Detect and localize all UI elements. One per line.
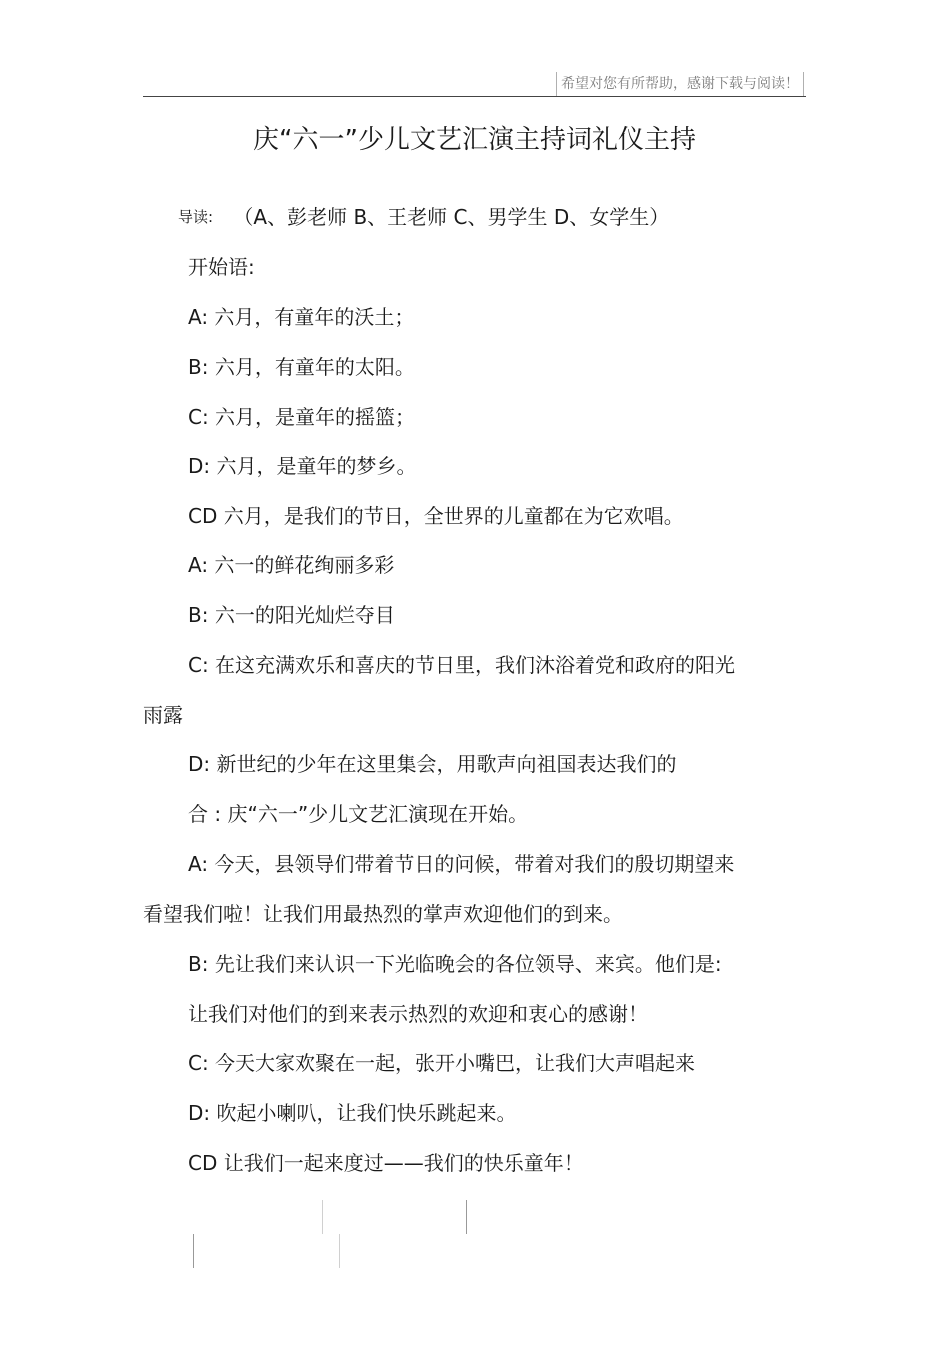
paragraph-line: D: 六月，是童年的梦乡。 (188, 454, 417, 478)
table-border-fragment (193, 1234, 194, 1268)
paragraph-line: CD 让我们一起来度过——我们的快乐童年！ (188, 1151, 584, 1175)
paragraph-line: 让我们对他们的到来表示热烈的欢迎和衷心的感谢！ (188, 1002, 648, 1026)
paragraph-line: D: 吹起小喇叭，让我们快乐跳起来。 (188, 1101, 517, 1125)
paragraph-line: B: 先让我们来认识一下光临晚会的各位领导、来宾。他们是: (188, 952, 722, 976)
paragraph-line: CD 六月，是我们的节日，全世界的儿童都在为它欢唱。 (188, 504, 684, 528)
paragraph-line: C: 今天大家欢聚在一起，张开小嘴巴，让我们大声唱起来 (188, 1051, 696, 1075)
paragraph-line: D: 新世纪的少年在这里集会，用歌声向祖国表达我们的 (188, 752, 677, 776)
paragraph-line: B: 六一的阳光灿烂夺目 (188, 603, 395, 627)
document-title: 庆“六一”少儿文艺汇演主持词礼仪主持 (253, 125, 696, 155)
guide-text: （A、彭老师 B、王老师 C、男学生 D、女学生） (233, 205, 670, 229)
paragraph-line: A: 六月，有童年的沃土； (188, 305, 415, 329)
paragraph-line: A: 今天，县领导们带着节日的问候，带着对我们的殷切期望来 (188, 852, 735, 876)
table-border-fragment (466, 1200, 467, 1234)
paragraph-line: 开始语: (188, 255, 255, 279)
header-note: 希望对您有所帮助，感谢下载与阅读！ (556, 72, 804, 96)
guide-line (178, 200, 669, 234)
guide-label: 导读: (178, 208, 214, 226)
table-border-fragment (339, 1234, 340, 1268)
paragraph-line: C: 六月，是童年的摇篮； (188, 405, 416, 429)
paragraph-line: 雨露 (143, 703, 183, 727)
paragraph-line: B: 六月，有童年的太阳。 (188, 355, 415, 379)
paragraph-line: C: 在这充满欢乐和喜庆的节日里，我们沐浴着党和政府的阳光 (188, 653, 736, 677)
paragraph-line: A: 六一的鲜花绚丽多彩 (188, 553, 395, 577)
paragraph-line: 看望我们啦！让我们用最热烈的掌声欢迎他们的到来。 (143, 902, 623, 926)
paragraph-line: 合 : 庆“六一”少儿文艺汇演现在开始。 (188, 802, 529, 826)
table-border-fragment (322, 1200, 323, 1234)
header-divider (143, 96, 806, 97)
